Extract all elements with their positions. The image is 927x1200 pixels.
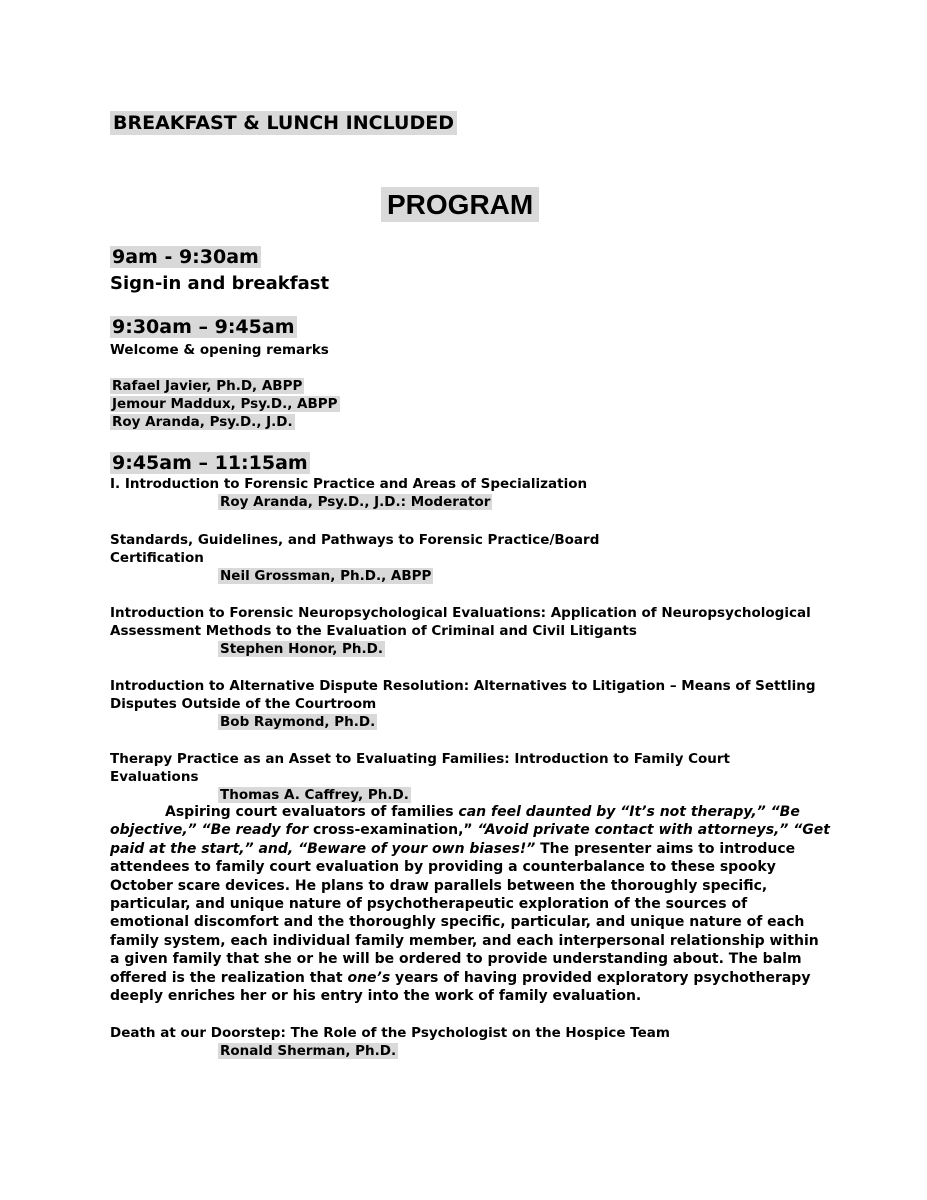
slot2-speaker — [110, 413, 295, 431]
abstract-text: years of having provided exploratory psychotherapy deeply enriches her or his entry into the work of family evaluation. — [110, 969, 811, 1005]
speaker-name: Stephen Honor, Ph.D. — [220, 641, 384, 657]
slot2-time — [110, 316, 297, 338]
slot3-time-text: 9:45am – 11:15am — [112, 452, 308, 474]
speaker-name: Jemour Maddux, Psy.D., ABPP — [112, 396, 338, 412]
talk-title: Death at our Doorstep: The Role of the Psychologist on the Hospice Team — [110, 1025, 670, 1041]
moderator — [218, 493, 492, 511]
talk-speaker — [218, 713, 377, 731]
speaker-name: Rafael Javier, Ph.D, ABPP — [112, 378, 303, 394]
moderator-name: Roy Aranda, Psy.D., J.D.: Moderator — [220, 494, 491, 510]
abstract-text: Aspiring court evaluators of families — [165, 804, 459, 820]
slot2-time-text: 9:30am – 9:45am — [112, 316, 295, 338]
speaker-name: Thomas A. Caffrey, Ph.D. — [220, 787, 409, 803]
speaker-name: Ronald Sherman, Ph.D. — [220, 1043, 397, 1059]
slot3-time — [110, 452, 310, 474]
abstract-italic-text: “Avoid private contact with attorneys,” “Get paid at the start,” and, “Beware of your own biases!” — [110, 822, 830, 857]
meals-banner — [110, 112, 457, 134]
speaker-name: Neil Grossman, Ph.D., ABPP — [220, 568, 432, 584]
abstract-italic-text: can feel daunted by “It’s not therapy,” “Be objective,” “Be ready for — [110, 804, 800, 839]
slot1-time — [110, 246, 261, 268]
section-title: I. Introduction to Forensic Practice and Areas of Specialization — [110, 476, 588, 492]
talk-speaker — [218, 1042, 398, 1060]
slot1-time-text: 9am - 9:30am — [112, 246, 259, 268]
talk-abstract — [110, 803, 830, 1005]
program-heading — [381, 189, 539, 221]
speaker-name: Bob Raymond, Ph.D. — [220, 714, 376, 730]
slot1-label: Sign-in and breakfast — [110, 273, 330, 294]
slot2-label: Welcome & opening remarks — [110, 342, 329, 358]
abstract-text: cross-examination,” — [308, 822, 478, 839]
program-heading-text: PROGRAM — [381, 187, 539, 222]
talk-speaker — [218, 567, 433, 585]
talk-speaker — [218, 640, 385, 658]
slot2-speaker — [110, 395, 340, 413]
meals-banner-text: BREAKFAST & LUNCH INCLUDED — [110, 111, 457, 135]
talk-title: Therapy Practice as an Asset to Evaluating Families: Introduction to Family Court Evaluations — [110, 751, 731, 785]
talk-title: Introduction to Forensic Neuropsychological Evaluations: Application of Neuropsychological Assessment Methods to the Evaluation of Criminal and Civil Litigants — [110, 605, 811, 639]
talk-title: Introduction to Alternative Dispute Resolution: Alternatives to Litigation – Means of Settling Disputes Outside of the Courtroom — [110, 678, 816, 712]
talk-speaker — [218, 786, 411, 804]
abstract-italic-text: one’s — [347, 969, 391, 986]
slot2-speaker — [110, 377, 304, 395]
talk-title: Standards, Guidelines, and Pathways to Forensic Practice/Board Certification — [110, 532, 600, 566]
speaker-name: Roy Aranda, Psy.D., J.D. — [112, 414, 293, 430]
abstract-text: The presenter aims to introduce attendees to family court evaluation by providing a counterbalance to these spooky October scare devices. He plans to draw parallels between the thoroughly specific, particular, and unique nature of psychotherapeutic exploration of the sources of emotional discomfort and the thoroughly specific, particular, and unique nature of each family system, each individual family member, and each interpersonal relationship within a given family that she or he will be ordered to provide understanding about. The balm offered is the realization that — [110, 840, 819, 986]
